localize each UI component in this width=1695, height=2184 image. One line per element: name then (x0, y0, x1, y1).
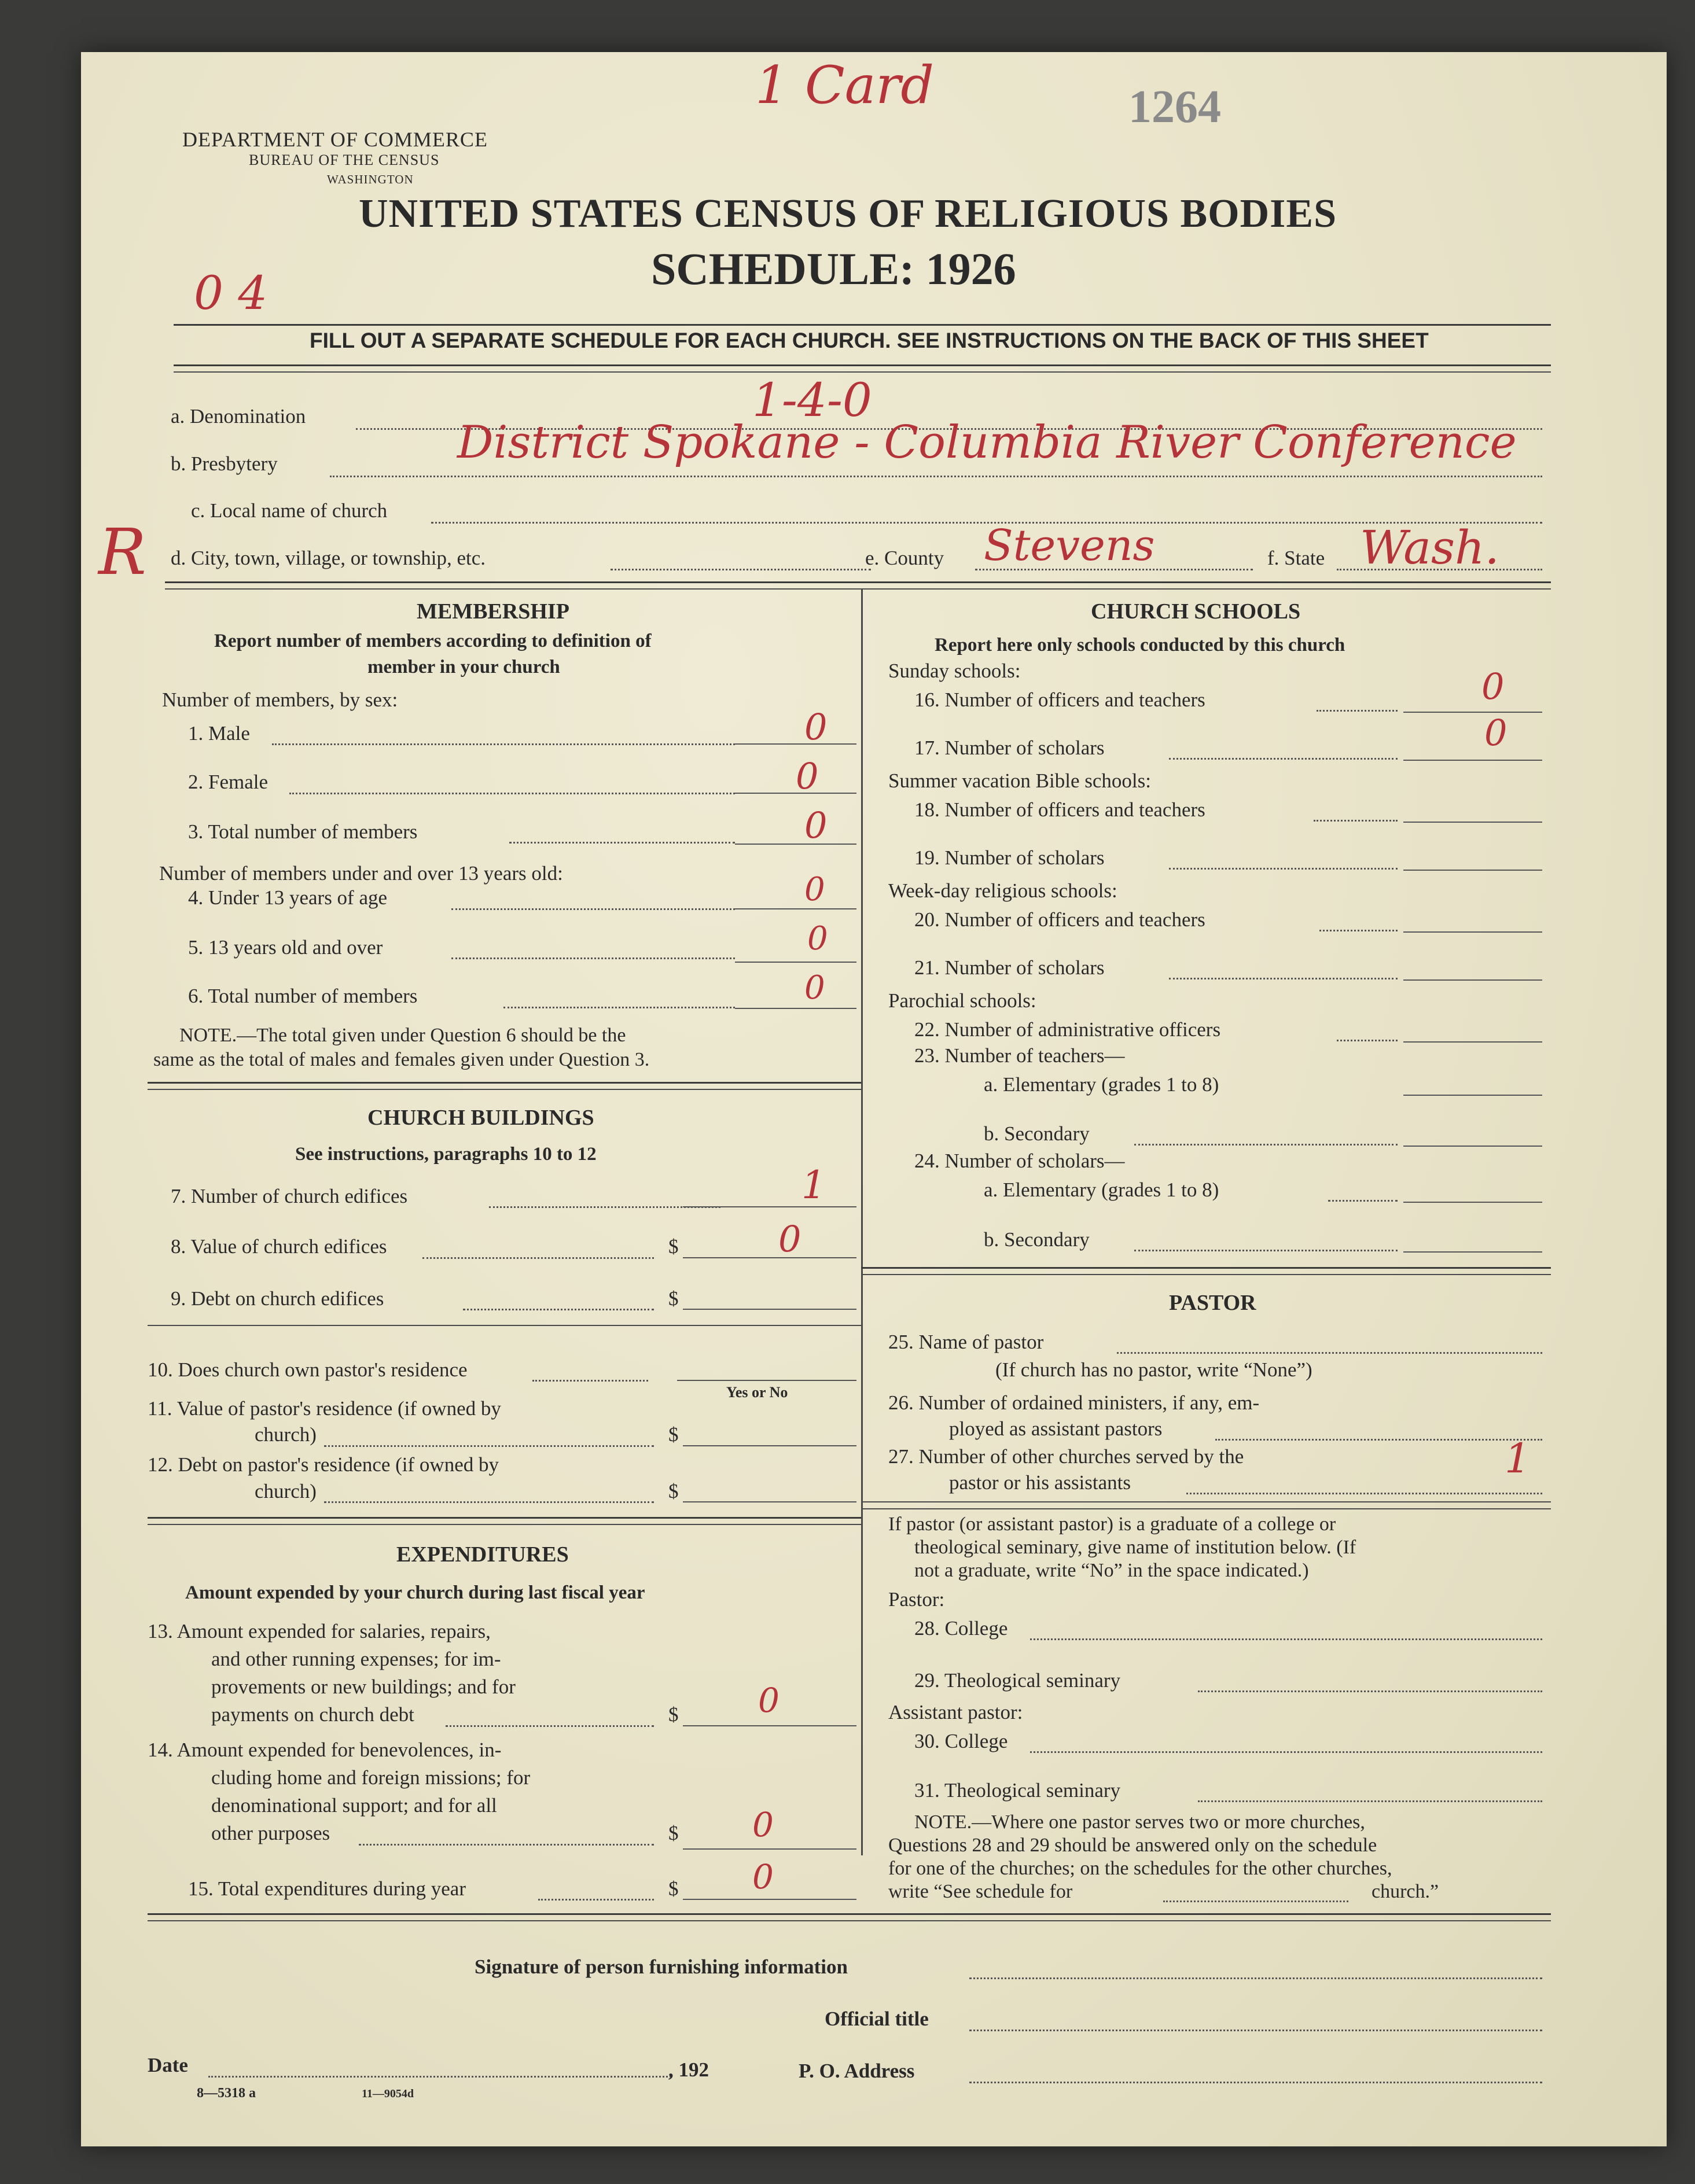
q23b-leader (1134, 1144, 1398, 1146)
city-label: d. City, town, village, or township, etc. (171, 547, 486, 569)
q7-answer-field[interactable] (683, 1206, 856, 1207)
membership-rule-2 (148, 1089, 861, 1090)
q8-answer-field[interactable] (683, 1257, 856, 1258)
q24a-leader (1328, 1200, 1398, 1202)
q17-label: 17. Number of scholars (914, 736, 1105, 759)
q20-leader (1319, 930, 1398, 931)
q8-leader (422, 1257, 654, 1259)
q8-dollar: $ (668, 1235, 679, 1258)
presbytery-field[interactable] (330, 476, 1542, 477)
q12-dollar: $ (668, 1480, 679, 1502)
q27-label-a: 27. Number of other churches served by the (888, 1445, 1244, 1468)
q11-leader (324, 1445, 654, 1447)
form-number-1: 8—5318 a (197, 2086, 256, 2101)
q19-answer-field[interactable] (1403, 870, 1542, 871)
q29-answer-field[interactable] (1198, 1691, 1542, 1692)
state-value: Wash. (1360, 521, 1499, 574)
form-number-2: 11—9054d (362, 2087, 414, 2100)
dept-name: DEPARTMENT OF COMMERCE (182, 128, 488, 151)
q16-leader (1317, 710, 1398, 712)
q11-dollar: $ (668, 1423, 679, 1446)
q5-answer-field[interactable] (735, 962, 856, 963)
q6-answer: 0 (804, 969, 825, 1007)
pastor-note4a: write “See schedule for (888, 1881, 1073, 1902)
q18-leader (1314, 820, 1398, 822)
summer-schools-label: Summer vacation Bible schools: (888, 769, 1151, 792)
q26-label-b: ployed as assistant pastors (949, 1417, 1163, 1440)
q21-answer-field[interactable] (1403, 979, 1542, 981)
q18-answer-field[interactable] (1403, 822, 1542, 823)
pastor-note1: NOTE.—Where one pastor serves two or more churches, (914, 1811, 1365, 1833)
grad-note1: If pastor (or assistant pastor) is a graduate of a college or (888, 1513, 1336, 1535)
schools-heading: CHURCH SCHOOLS (1091, 599, 1301, 624)
county-value: Stevens (984, 521, 1155, 570)
bureau-name: BUREAU OF THE CENSUS (249, 152, 440, 168)
denomination-label: a. Denomination (171, 405, 306, 428)
denomination-value: 1-4-0 (752, 373, 872, 427)
buildings-sub: See instructions, paragraphs 10 to 12 (295, 1144, 597, 1165)
date-year: , 192 (668, 2058, 709, 2081)
buildings-rule (148, 1325, 861, 1326)
schedule-title: SCHEDULE: 1926 (651, 244, 1016, 294)
q31-label: 31. Theological seminary (914, 1779, 1121, 1802)
header-rule-3 (174, 371, 1551, 373)
county-label: e. County (865, 547, 944, 569)
q14-leader (359, 1844, 654, 1846)
q30-answer-field[interactable] (1030, 1751, 1542, 1753)
buildings-rule-2 (148, 1517, 861, 1519)
see-schedule-field[interactable] (1163, 1901, 1348, 1902)
q3-answer: 0 (804, 804, 828, 846)
header-rule (174, 324, 1551, 326)
membership-rule (148, 1082, 861, 1084)
q18-label: 18. Number of officers and teachers (914, 798, 1205, 821)
q26-answer-field[interactable] (1215, 1439, 1542, 1441)
bureau-city: WASHINGTON (327, 172, 414, 186)
weekday-schools-label: Week-day religious schools: (888, 879, 1117, 902)
q19-label: 19. Number of scholars (914, 846, 1105, 869)
q7-label: 7. Number of church edifices (171, 1185, 408, 1207)
q23-label: 23. Number of teachers— (914, 1044, 1125, 1067)
q22-leader (1337, 1040, 1398, 1041)
q9-answer-field[interactable] (683, 1309, 856, 1310)
instruction-banner: FILL OUT A SEPARATE SCHEDULE FOR EACH CHURCH. SEE INSTRUCTIONS ON THE BACK OF THIS SHEET (310, 329, 1429, 352)
pastor-note2: Questions 28 and 29 should be answered only on the schedule (888, 1835, 1377, 1856)
q9-dollar: $ (668, 1287, 679, 1310)
q25-note: (If church has no pastor, write “None”) (995, 1358, 1312, 1381)
q25-label: 25. Name of pastor (888, 1331, 1044, 1353)
schools-rule (861, 1267, 1551, 1269)
q10-leader (532, 1380, 648, 1382)
q2-leader (289, 793, 735, 794)
q8-label: 8. Value of church edifices (171, 1235, 387, 1258)
q25-answer-field[interactable] (1117, 1352, 1542, 1354)
q12-answer-field[interactable] (683, 1501, 856, 1502)
membership-sub1: Report number of members according to definition of (214, 631, 652, 651)
q24b-answer-field[interactable] (1403, 1251, 1542, 1253)
q5-leader (451, 957, 735, 959)
presbytery-value: District Spokane - Columbia River Conference (457, 417, 1517, 469)
schools-rule-2 (861, 1274, 1551, 1275)
q14-dollar: $ (668, 1822, 679, 1844)
city-field[interactable] (611, 569, 871, 570)
margin-mark: R (98, 515, 146, 589)
official-title-field[interactable] (969, 2030, 1542, 2031)
q23b-label: b. Secondary (984, 1122, 1090, 1145)
q13-label-b: and other running expenses; for im- (211, 1648, 501, 1670)
q14-label-d: other purposes (211, 1822, 330, 1844)
q29-label: 29. Theological seminary (914, 1669, 1121, 1692)
q20-label: 20. Number of officers and teachers (914, 908, 1205, 931)
q31-answer-field[interactable] (1198, 1800, 1542, 1802)
q26-label-a: 26. Number of ordained ministers, if any, em- (888, 1391, 1260, 1414)
q14-answer: 0 (752, 1805, 774, 1844)
q15-leader (538, 1899, 654, 1901)
q4-answer: 0 (804, 871, 825, 908)
q15-answer: 0 (752, 1857, 774, 1896)
q6-leader (503, 1007, 735, 1008)
q13-dollar: $ (668, 1703, 679, 1726)
pastor-heading: PASTOR (1169, 1291, 1256, 1315)
q22-label: 22. Number of administrative officers (914, 1018, 1221, 1041)
q14-answer-field[interactable] (683, 1848, 856, 1850)
q24a-answer-field[interactable] (1403, 1202, 1542, 1203)
schools-sub: Report here only schools conducted by this church (935, 635, 1345, 655)
q9-leader (463, 1309, 654, 1310)
date-label: Date (148, 2054, 188, 2076)
members-by-age: Number of members under and over 13 years old: (159, 862, 563, 885)
q24b-leader (1134, 1250, 1398, 1251)
q5-answer: 0 (807, 920, 828, 957)
pastor-rule-2 (861, 1508, 1551, 1509)
q2-label: 2. Female (188, 771, 269, 793)
q6-label: 6. Total number of members (188, 985, 418, 1007)
q12-label-a: 12. Debt on pastor's residence (if owned by (148, 1453, 499, 1476)
pastor-note3: for one of the churches; on the schedules for the other churches, (888, 1858, 1392, 1879)
card-annotation: 1 Card (755, 55, 935, 116)
q24-label: 24. Number of scholars— (914, 1150, 1125, 1172)
q13-leader (446, 1725, 654, 1727)
q21-leader (1169, 978, 1398, 979)
grad-note2: theological seminary, give name of institution below. (If (914, 1537, 1356, 1558)
q3-label: 3. Total number of members (188, 820, 418, 843)
q27-label-b: pastor or his assistants (949, 1471, 1131, 1494)
q19-leader (1169, 868, 1398, 870)
buildings-heading: CHURCH BUILDINGS (367, 1106, 594, 1130)
q11-answer-field[interactable] (683, 1445, 856, 1446)
header-rule-2 (174, 364, 1551, 366)
pastor-note4b: church.” (1372, 1881, 1439, 1902)
q20-answer-field[interactable] (1403, 931, 1542, 933)
q12-leader (324, 1501, 654, 1503)
page-title: UNITED STATES CENSUS OF RELIGIOUS BODIES (359, 191, 1337, 236)
official-title-label: Official title (825, 2008, 929, 2030)
local-name-label: c. Local name of church (191, 499, 388, 522)
parochial-schools-label: Parochial schools: (888, 989, 1036, 1012)
footer-rule (148, 1913, 1551, 1915)
q16-answer-field[interactable] (1403, 712, 1542, 713)
sunday-schools-label: Sunday schools: (888, 660, 1021, 682)
expenditures-sub: Amount expended by your church during last fiscal year (185, 1582, 645, 1603)
q30-label: 30. College (914, 1730, 1008, 1752)
q4-label: 4. Under 13 years of age (188, 886, 388, 909)
q6-answer-field[interactable] (735, 1008, 856, 1009)
q23b-answer-field[interactable] (1403, 1146, 1542, 1147)
date-field[interactable] (208, 2076, 671, 2078)
q7-answer: 1 (801, 1163, 826, 1207)
pastor-rule (861, 1501, 1551, 1502)
membership-heading: MEMBERSHIP (417, 599, 569, 624)
footer-rule-2 (148, 1920, 1551, 1921)
q16-label: 16. Number of officers and teachers (914, 688, 1205, 711)
q2-answer: 0 (796, 755, 819, 797)
q4-answer-field[interactable] (735, 908, 856, 909)
q23a-answer-field[interactable] (1403, 1095, 1542, 1096)
po-address-field[interactable] (969, 2082, 1542, 2083)
presbytery-label: b. Presbytery (171, 452, 278, 475)
identity-rule (165, 581, 1551, 583)
q17-answer-field[interactable] (1403, 760, 1542, 761)
q3-answer-field[interactable] (735, 844, 856, 845)
pastor-sub-label: Pastor: (888, 1588, 945, 1611)
q14-label-b: cluding home and foreign missions; for (211, 1766, 531, 1789)
q11-label-a: 11. Value of pastor's residence (if owned by (148, 1397, 501, 1420)
q24a-label: a. Elementary (grades 1 to 8) (984, 1178, 1219, 1201)
po-address-label: P. O. Address (799, 2060, 915, 2082)
q17-leader (1169, 758, 1398, 760)
assistant-sub-label: Assistant pastor: (888, 1701, 1023, 1723)
q17-answer: 0 (1484, 712, 1508, 754)
column-divider (861, 588, 863, 1855)
q10-label: 10. Does church own pastor's residence (148, 1358, 468, 1381)
q22-answer-field[interactable] (1403, 1041, 1542, 1043)
q1-answer: 0 (804, 706, 828, 748)
q13-answer: 0 (758, 1681, 780, 1720)
census-schedule-sheet (81, 52, 1667, 2146)
q28-answer-field[interactable] (1030, 1638, 1542, 1640)
grad-note3: not a graduate, write “No” in the space indicated.) (914, 1560, 1309, 1581)
members-by-sex: Number of members, by sex: (162, 688, 398, 711)
q15-answer-field[interactable] (683, 1899, 856, 1900)
q13-label-d: payments on church debt (211, 1703, 414, 1726)
q5-label: 5. 13 years old and over (188, 936, 383, 959)
q4-leader (451, 908, 735, 910)
q28-label: 28. College (914, 1617, 1008, 1640)
q11-label-b: church) (255, 1423, 317, 1446)
signature-label: Signature of person furnishing information (475, 1955, 848, 1978)
q24b-label: b. Secondary (984, 1228, 1090, 1251)
q12-label-b: church) (255, 1480, 317, 1502)
q27-answer-field[interactable] (1186, 1493, 1542, 1494)
membership-sub2: member in your church (367, 657, 560, 677)
q13-label-c: provements or new buildings; and for (211, 1675, 516, 1698)
q9-label: 9. Debt on church edifices (171, 1287, 384, 1310)
q10-answer-field[interactable] (677, 1380, 856, 1381)
code-annotation: 0 4 (194, 266, 268, 320)
q15-label: 15. Total expenditures during year (188, 1877, 466, 1900)
q15-dollar: $ (668, 1877, 679, 1900)
q8-answer: 0 (778, 1218, 801, 1260)
q21-label: 21. Number of scholars (914, 956, 1105, 979)
q27-answer: 1 (1505, 1435, 1531, 1482)
q14-label-c: denominational support; and for all (211, 1794, 497, 1817)
q1-answer-field[interactable] (735, 743, 856, 745)
identity-rule-2 (165, 588, 1551, 590)
q14-label-a: 14. Amount expended for benevolences, in- (148, 1739, 502, 1761)
signature-field[interactable] (969, 1977, 1542, 1979)
stamp-number: 1264 (1128, 82, 1221, 132)
q3-leader (509, 842, 735, 844)
q13-answer-field[interactable] (683, 1725, 856, 1726)
expenditures-heading: EXPENDITURES (396, 1542, 569, 1567)
q23a-label: a. Elementary (grades 1 to 8) (984, 1073, 1219, 1096)
membership-note2: same as the total of males and females given under Question 3. (153, 1049, 650, 1070)
buildings-rule-3 (148, 1524, 861, 1525)
q1-label: 1. Male (188, 722, 250, 745)
yes-no-hint: Yes or No (726, 1384, 788, 1401)
q1-leader (272, 743, 735, 745)
membership-note1: NOTE.—The total given under Question 6 should be the (179, 1025, 626, 1046)
q13-label-a: 13. Amount expended for salaries, repairs, (148, 1620, 491, 1642)
state-label: f. State (1267, 547, 1325, 569)
q16-answer: 0 (1481, 665, 1505, 708)
